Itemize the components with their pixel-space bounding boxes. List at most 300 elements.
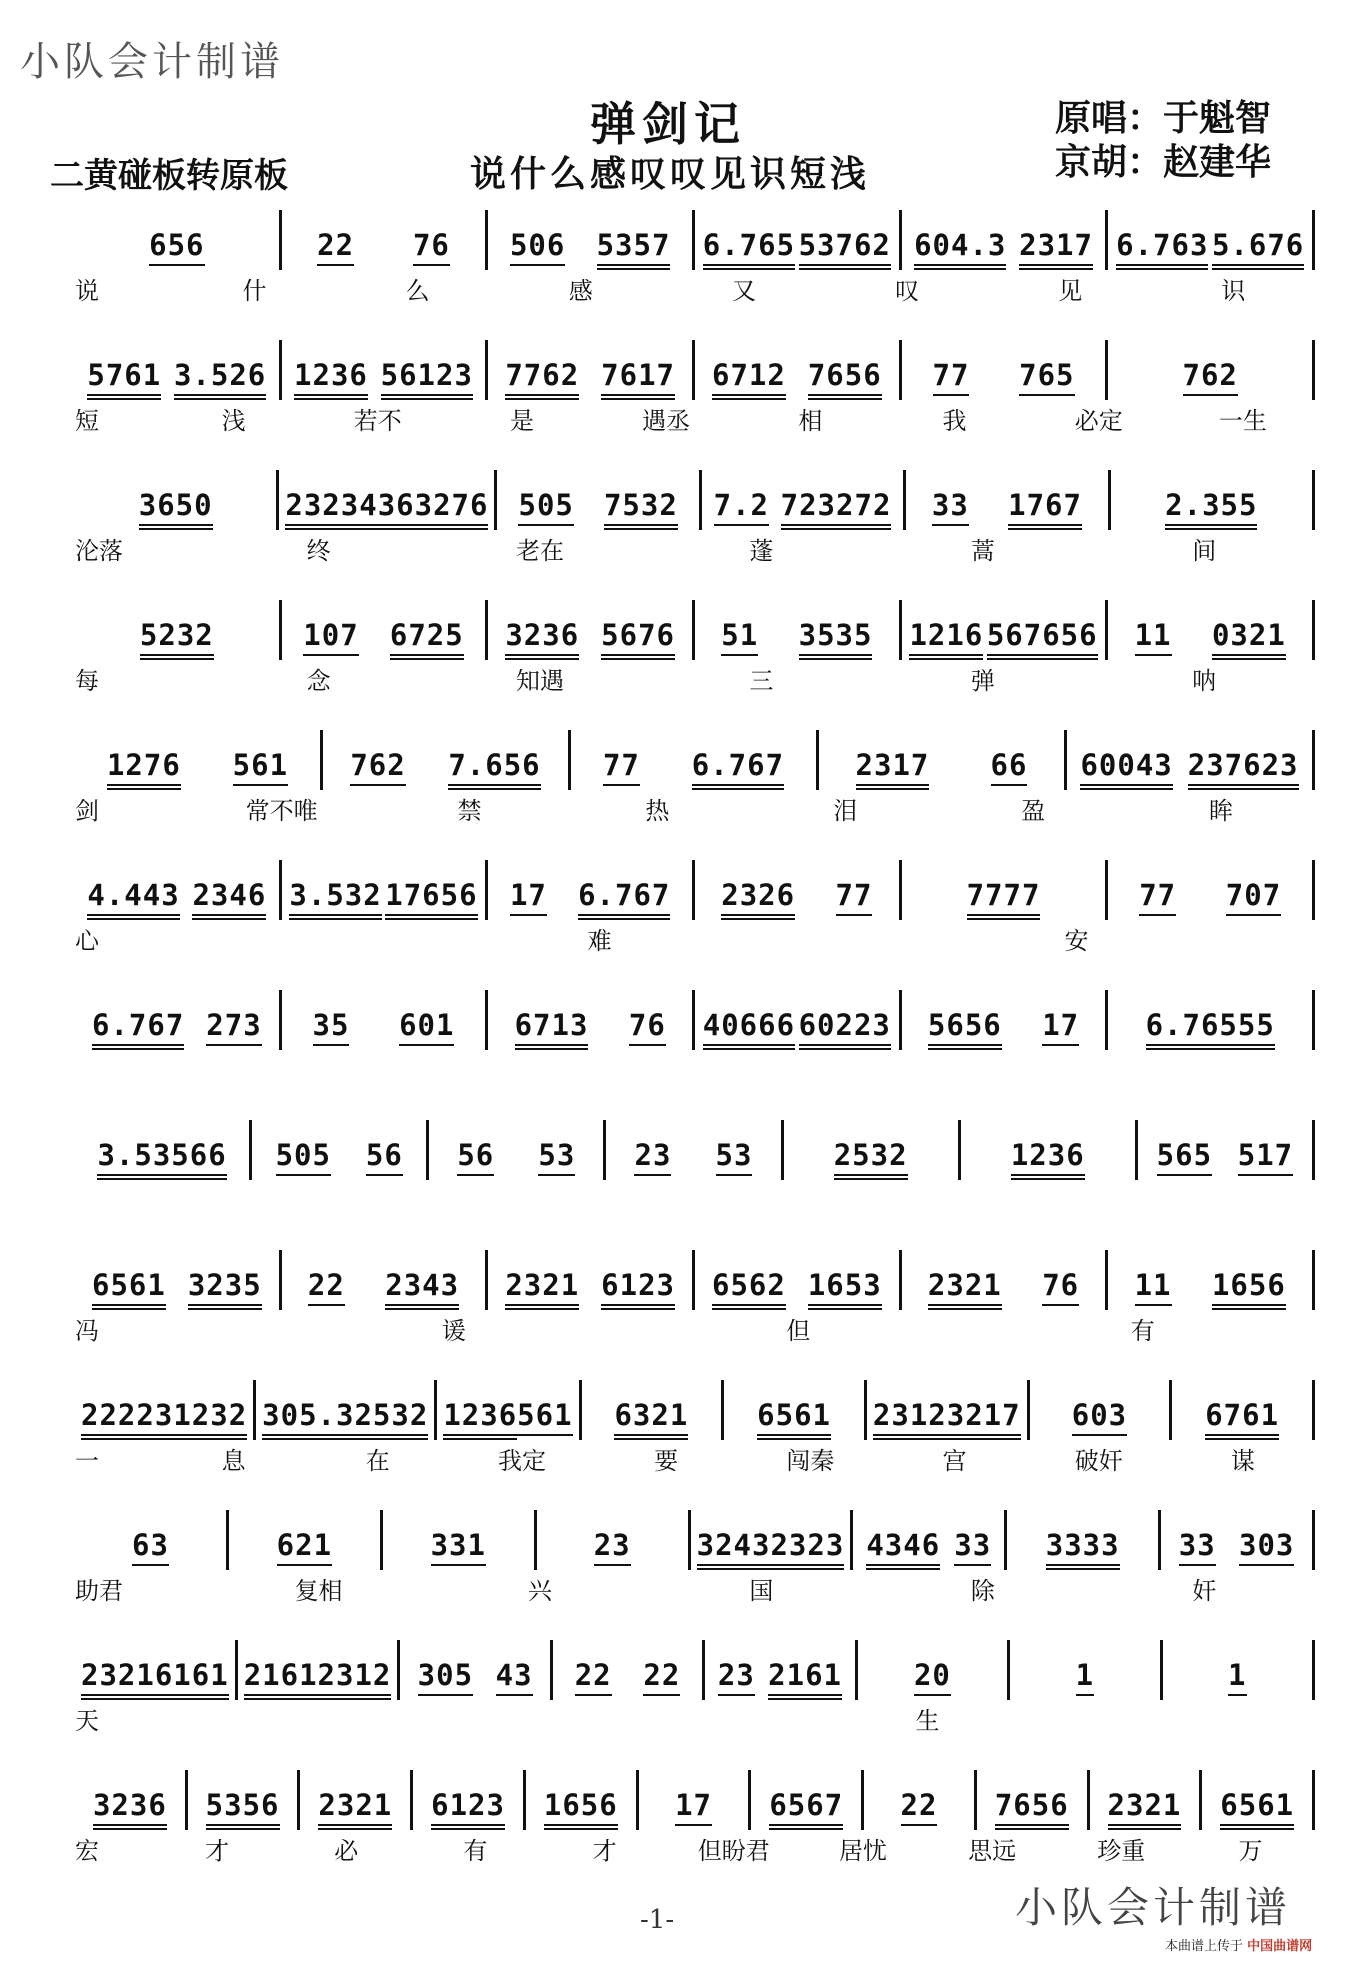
lyric-line	[75, 1310, 1315, 1346]
banshi-label: 二黄碰板转原板	[50, 156, 288, 196]
jinghu-credit: 京胡：赵建华	[1055, 141, 1272, 183]
lyric-syllable: 剑	[75, 796, 99, 825]
measure	[488, 990, 695, 1050]
note-group: 517	[1238, 1138, 1293, 1180]
measure	[819, 730, 1067, 790]
note-group: 7656	[808, 358, 882, 400]
lyric-syllable: 居忧	[838, 1836, 887, 1865]
lyric-syllable: 必定	[1074, 406, 1123, 435]
note-group: 5232	[140, 618, 214, 660]
measure	[75, 1640, 238, 1700]
singer-credit: 原唱：于魁智	[1055, 97, 1272, 139]
note-group: 7656	[995, 1788, 1069, 1830]
lyric-line	[75, 1700, 1315, 1736]
lyric-line	[75, 660, 1315, 696]
lyric-syllable: 天	[75, 1706, 99, 1735]
notation-line	[75, 1770, 1315, 1830]
note-group: 2532	[834, 1138, 908, 1180]
lyric-line	[75, 1570, 1315, 1606]
note-group: 601	[399, 1008, 454, 1050]
note-group: 23	[718, 1658, 755, 1700]
measure	[282, 860, 489, 920]
measure	[695, 990, 902, 1050]
lyric-syllable: 但盼君	[697, 1836, 770, 1865]
lyric-syllable: 泪	[833, 796, 858, 825]
score-system	[75, 990, 1315, 1086]
note-group: 6561	[757, 1398, 831, 1440]
lyric-line	[75, 1180, 1315, 1216]
measure	[75, 1510, 229, 1570]
measure	[906, 470, 1110, 530]
lyric-syllable: 闯秦	[786, 1446, 835, 1475]
lyric-line	[75, 530, 1315, 566]
note-group: 6761	[1205, 1398, 1279, 1440]
note-group: 2161	[768, 1658, 842, 1700]
lyric-syllable: 才	[205, 1836, 230, 1865]
measure	[75, 340, 282, 400]
notation-line	[75, 1640, 1315, 1700]
lyric-syllable: 蒿	[970, 536, 995, 565]
note-group: 56123	[381, 358, 473, 400]
score-system	[75, 1380, 1315, 1476]
lyric-syllable: 热	[645, 796, 670, 825]
note-group: 765	[1019, 358, 1074, 400]
notation-line	[75, 1510, 1315, 1570]
measure	[383, 1510, 537, 1570]
note-group: 7617	[601, 358, 675, 400]
note-group: 6.76555	[1146, 1008, 1275, 1050]
measure	[279, 470, 497, 530]
lyric-syllable: 是	[509, 406, 534, 435]
lyric-syllable: 间	[1192, 536, 1217, 565]
note-group: 6567	[769, 1788, 843, 1830]
lyric-line	[75, 270, 1315, 306]
note-group: 567656	[987, 618, 1098, 660]
note-group: 7762	[505, 358, 579, 400]
note-group: 505	[518, 488, 573, 530]
note-group: 5676	[601, 618, 675, 660]
note-group: 7777	[967, 878, 1041, 920]
note-group: 76	[413, 228, 450, 270]
note-group: 2323	[770, 1528, 844, 1570]
measure	[1108, 990, 1315, 1050]
measure	[282, 210, 489, 270]
lyric-syllable: 助君	[75, 1576, 123, 1605]
note-group: 6161	[155, 1658, 229, 1700]
measure	[526, 1770, 639, 1830]
note-group: 723272	[781, 488, 892, 530]
notation-line	[75, 470, 1315, 530]
lyric-syllable: 我	[942, 406, 967, 435]
note-group: 22	[308, 1268, 345, 1310]
note-group: 17	[1042, 1008, 1079, 1050]
lyric-line	[75, 790, 1315, 826]
score-system	[75, 1250, 1315, 1346]
note-group: 2321	[1108, 1788, 1182, 1830]
note-group: 2346	[192, 878, 266, 920]
note-group: 1656	[544, 1788, 618, 1830]
note-group: 3.526	[174, 358, 266, 400]
measure	[864, 1770, 977, 1830]
measure	[702, 470, 906, 530]
notation-line	[75, 730, 1315, 790]
note-group: 3276	[415, 488, 489, 530]
note-group: 656	[149, 228, 204, 270]
note-group: 237623	[1188, 748, 1299, 790]
note-group: 6123	[431, 1788, 505, 1830]
note-group: 1276	[107, 748, 181, 790]
lyric-syllable: 要	[654, 1446, 679, 1475]
note-group: 76	[629, 1008, 666, 1050]
measure	[488, 860, 695, 920]
note-group: 1	[1228, 1658, 1246, 1700]
note-group: 56	[457, 1138, 494, 1180]
lyric-syllable: 息	[221, 1446, 246, 1475]
note-group: 4346	[866, 1528, 940, 1570]
measure	[323, 730, 571, 790]
upload-note	[1165, 1935, 1312, 1954]
measure	[1108, 860, 1315, 920]
measure	[571, 730, 819, 790]
note-group: 53762	[799, 228, 891, 270]
notation-line	[75, 1120, 1315, 1180]
note-group: 1216	[909, 618, 983, 660]
note-group: 1653	[808, 1268, 882, 1310]
measure	[902, 600, 1109, 660]
note-group: 561	[233, 748, 288, 790]
score-system	[75, 1770, 1315, 1866]
lyric-syllable: 万	[1238, 1836, 1263, 1865]
notation-line	[75, 990, 1315, 1050]
lyric-syllable: 珍重	[1097, 1836, 1146, 1865]
measure	[695, 600, 902, 660]
measure	[858, 1640, 1010, 1700]
lyric-syllable: 呐	[1192, 666, 1217, 695]
note-group: 2161	[244, 1658, 318, 1700]
measure	[1108, 340, 1315, 400]
note-group: 22223	[81, 1398, 173, 1440]
measure	[902, 210, 1109, 270]
note-group: 6712	[712, 358, 786, 400]
note-group: 17656	[385, 878, 477, 920]
note-group: 6725	[390, 618, 464, 660]
measure	[784, 1120, 961, 1180]
note-group: 3535	[799, 618, 873, 660]
note-group: 1236	[1011, 1138, 1085, 1180]
note-group: 2317	[1019, 228, 1093, 270]
measure	[282, 600, 489, 660]
lyric-syllable: 禁	[457, 796, 482, 825]
measure	[1108, 210, 1315, 270]
lyric-syllable: 知遇	[515, 666, 564, 695]
measure	[1172, 1380, 1315, 1440]
note-group: 22	[317, 228, 354, 270]
measure	[977, 1770, 1090, 1830]
note-group: 40666	[703, 1008, 795, 1050]
measure	[537, 1510, 691, 1570]
note-group: 1232	[173, 1398, 247, 1440]
lyric-syllable: 见	[1058, 276, 1083, 305]
note-group: 0321	[1212, 618, 1286, 660]
notation-line	[75, 1250, 1315, 1310]
measure	[75, 470, 279, 530]
note-group: 35	[313, 1008, 350, 1050]
note-group: 506	[510, 228, 565, 270]
note-group: 7532	[604, 488, 678, 530]
measure	[902, 860, 1109, 920]
measure	[553, 1640, 705, 1700]
lyric-syllable: 谖	[441, 1316, 466, 1345]
score-system	[75, 470, 1315, 566]
measure	[1202, 1770, 1315, 1830]
note-group: 5356	[206, 1788, 280, 1830]
measure	[1067, 730, 1315, 790]
measure	[75, 1380, 256, 1440]
lyric-syllable: 说	[75, 276, 99, 305]
measure	[1138, 1120, 1315, 1180]
measure	[256, 1380, 437, 1440]
lyric-syllable: 老在	[515, 536, 564, 565]
measure	[488, 210, 695, 270]
measure	[582, 1380, 725, 1440]
notation-line	[75, 210, 1315, 270]
note-group: 6.767	[578, 878, 670, 920]
note-group: 505	[276, 1138, 331, 1180]
note-group: 51	[721, 618, 758, 660]
measure	[853, 1510, 1007, 1570]
note-group: 2317	[856, 748, 930, 790]
lyric-line	[75, 400, 1315, 436]
measure	[867, 1380, 1030, 1440]
note-group: 331	[431, 1528, 486, 1570]
note-group: 77	[1139, 878, 1176, 920]
note-group: 5761	[87, 358, 161, 400]
measure	[429, 1120, 606, 1180]
lyric-line	[75, 1830, 1315, 1866]
note-group: 5.676	[1212, 228, 1304, 270]
note-group: 273	[206, 1008, 261, 1050]
lyric-syllable: 国	[749, 1576, 774, 1605]
lyric-syllable: 奸	[1192, 1576, 1217, 1605]
measure	[1030, 1380, 1173, 1440]
note-group: 6713	[515, 1008, 589, 1050]
note-group: 3.53566	[97, 1138, 226, 1180]
measure	[961, 1120, 1138, 1180]
measure	[724, 1380, 867, 1440]
measure	[488, 340, 695, 400]
upload-site: 中国曲谱网	[1247, 1939, 1313, 1954]
note-group: 5357	[597, 228, 671, 270]
note-group: 1656	[1212, 1268, 1286, 1310]
note-group: 6561	[92, 1268, 166, 1310]
lyric-syllable: 思远	[968, 1836, 1017, 1865]
score-system	[75, 1640, 1315, 1736]
measure	[75, 1250, 282, 1310]
note-group: 6.765	[703, 228, 795, 270]
measure	[1007, 1510, 1161, 1570]
measure	[691, 1510, 854, 1570]
note-group: 5656	[928, 1008, 1002, 1050]
notation-line	[75, 600, 1315, 660]
measure	[75, 730, 323, 790]
watermark-top: 小队会计制谱	[20, 39, 284, 85]
lyric-syllable: 一生	[1218, 406, 1267, 435]
note-group: 7.656	[448, 748, 540, 790]
measure	[695, 210, 902, 270]
note-group: 2321	[81, 1658, 155, 1700]
note-group: 22	[901, 1788, 938, 1830]
lyric-syllable: 么	[405, 276, 430, 305]
measure	[75, 990, 282, 1050]
lyric-syllable: 又	[731, 276, 756, 305]
lyric-syllable: 盈	[1021, 796, 1046, 825]
note-group: 77	[836, 878, 873, 920]
lyric-syllable: 安	[1064, 926, 1089, 955]
lyric-syllable: 冯	[75, 1316, 99, 1345]
measure	[1108, 600, 1315, 660]
measure	[902, 340, 1109, 400]
lyric-syllable: 兴	[527, 1576, 552, 1605]
lyric-syllable: 念	[306, 666, 331, 695]
note-group: 707	[1226, 878, 1281, 920]
lyric-syllable: 叹	[895, 276, 920, 305]
lyric-syllable: 若不	[353, 406, 402, 435]
lyric-syllable: 宏	[75, 1836, 99, 1865]
lyric-syllable: 但	[786, 1316, 811, 1345]
note-group: 53	[538, 1138, 575, 1180]
note-group: 604.3	[914, 228, 1006, 270]
note-group: 1	[1076, 1658, 1094, 1700]
note-group: 53	[716, 1138, 753, 1180]
lyric-syllable: 沦落	[75, 536, 123, 565]
measure	[282, 340, 489, 400]
note-group: 3235	[188, 1268, 262, 1310]
page-number: -1-	[640, 1905, 675, 1935]
measure	[902, 1250, 1109, 1310]
lyric-syllable: 有	[1130, 1316, 1155, 1345]
measure	[437, 1380, 581, 1440]
lyric-syllable: 终	[306, 536, 331, 565]
note-group: 2321	[928, 1268, 1002, 1310]
lyric-syllable: 在	[365, 1446, 390, 1475]
note-group: 3333	[1046, 1528, 1120, 1570]
note-group: 561	[517, 1398, 572, 1440]
measure	[606, 1120, 783, 1180]
measure	[695, 1250, 902, 1310]
lyric-syllable: 难	[587, 926, 612, 955]
note-group: 22	[575, 1658, 612, 1700]
measure	[1090, 1770, 1203, 1830]
measure	[282, 1250, 489, 1310]
note-group: 63	[132, 1528, 169, 1570]
lyric-syllable: 谋	[1230, 1446, 1255, 1475]
lyric-syllable: 相	[798, 406, 823, 435]
note-group: 565	[1157, 1138, 1212, 1180]
note-group: 2312	[318, 1658, 392, 1700]
note-group: 23	[634, 1138, 671, 1180]
note-group: 2532	[354, 1398, 428, 1440]
measure	[1010, 1640, 1162, 1700]
note-group: 6561	[1220, 1788, 1294, 1830]
note-group: 66	[991, 748, 1028, 790]
lyric-syllable: 感	[568, 276, 593, 305]
note-group: 2343	[385, 1268, 459, 1310]
note-group: 22	[643, 1658, 680, 1700]
note-group: 3217	[947, 1398, 1021, 1440]
notation-line	[75, 860, 1315, 920]
note-group: 76	[1042, 1268, 1079, 1310]
measure	[252, 1120, 429, 1180]
note-group: 305	[418, 1658, 473, 1700]
lyric-line	[75, 1050, 1315, 1086]
lyric-syllable: 蓬	[749, 536, 774, 565]
notation-line	[75, 1380, 1315, 1440]
note-group: 33	[932, 488, 969, 530]
measure	[413, 1770, 526, 1830]
score-system	[75, 210, 1315, 306]
measure	[188, 1770, 301, 1830]
note-group: 3.532	[289, 878, 381, 920]
note-group: 2.355	[1165, 488, 1257, 530]
note-group: 1236	[443, 1398, 517, 1440]
lyric-syllable: 除	[970, 1576, 995, 1605]
measure	[488, 600, 695, 660]
lyric-syllable: 什	[242, 276, 267, 305]
note-group: 621	[277, 1528, 332, 1570]
note-group: 3236	[505, 618, 579, 660]
note-group: 2321	[318, 1788, 392, 1830]
note-group: 60223	[799, 1008, 891, 1050]
lyric-syllable: 心	[75, 926, 99, 955]
lyric-syllable: 遇丞	[642, 406, 691, 435]
measure	[75, 210, 282, 270]
note-group: 3650	[139, 488, 213, 530]
note-group: 2321	[505, 1268, 579, 1310]
measure	[497, 470, 701, 530]
lyric-syllable: 我定	[497, 1446, 546, 1475]
note-group: 20	[914, 1658, 951, 1700]
lyric-syllable: 才	[592, 1836, 617, 1865]
note-group: 60043	[1080, 748, 1172, 790]
note-group: 23	[594, 1528, 631, 1570]
lyric-syllable: 必	[334, 1836, 359, 1865]
note-group: 1236	[294, 358, 368, 400]
measure	[300, 1770, 413, 1830]
measure	[1111, 470, 1315, 530]
measure	[488, 1250, 695, 1310]
note-group: 6.763	[1116, 228, 1208, 270]
measure	[75, 600, 282, 660]
note-group: 6.767	[92, 1008, 184, 1050]
note-group: 43	[496, 1658, 533, 1700]
lyric-syllable: 宫	[942, 1446, 967, 1475]
subtitle: 说什么感叹叹见识短浅	[470, 153, 871, 195]
page-title: 弹剑记	[590, 97, 746, 151]
score-system	[75, 730, 1315, 826]
measure	[705, 1640, 857, 1700]
lyric-syllable: 短	[75, 406, 99, 435]
note-group: 3243	[697, 1528, 771, 1570]
note-group: 11	[1135, 618, 1172, 660]
note-group: 303	[1239, 1528, 1294, 1570]
measure	[695, 340, 902, 400]
lyric-syllable: 有	[463, 1836, 488, 1865]
lyric-line	[75, 1440, 1315, 1476]
score-system	[75, 860, 1315, 956]
measure	[695, 860, 902, 920]
upload-note-text: 本曲谱上传于	[1165, 1939, 1244, 1954]
note-group: 762	[1183, 358, 1238, 400]
